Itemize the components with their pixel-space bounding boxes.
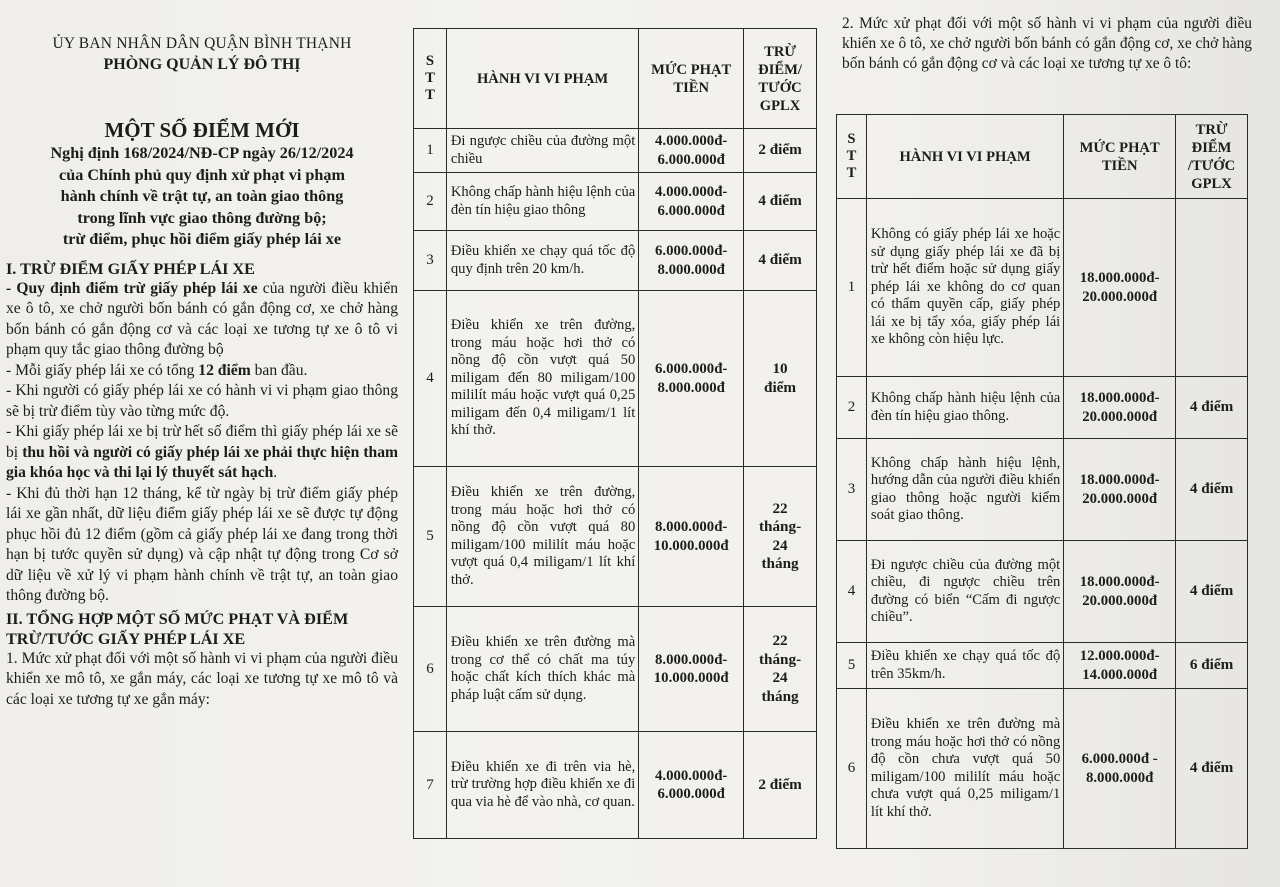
table-row xyxy=(414,291,817,467)
row-violation: Điều khiển xe trên đường mà trong máu hoặc hơi thở có nồng độ cồn chưa vượt quá 50 miligam/100 mililít máu hoặc chưa vượt quá 0,25 miligam/1 lít khí thở. xyxy=(866,689,1063,849)
row-violation: Không chấp hành hiệu lệnh của đèn tín hiệu giao thông xyxy=(446,173,638,231)
row-points: 22 tháng- 24 tháng xyxy=(744,607,817,732)
row-fine: 8.000.000đ- 10.000.000đ xyxy=(639,467,744,607)
table-row xyxy=(414,607,817,732)
table-row xyxy=(837,439,1248,541)
row-violation: Điều khiển xe trên đường mà trong cơ thể có chất ma túy hoặc chất kích thích khác mà pháp luật cấm sử dụng. xyxy=(446,607,638,732)
subtitle-line: hành chính về trật tự, an toàn giao thông xyxy=(60,187,344,205)
row-violation: Không chấp hành hiệu lệnh của đèn tín hiệu giao thông. xyxy=(866,377,1063,439)
row-fine: 4.000.000đ- 6.000.000đ xyxy=(639,173,744,231)
header-points: TRỪ ĐIỂM/ TƯỚC GPLX xyxy=(744,29,817,129)
table-row xyxy=(837,199,1248,377)
row-fine: 8.000.000đ- 10.000.000đ xyxy=(639,607,744,732)
row-fine: 18.000.000đ- 20.000.000đ xyxy=(1064,377,1176,439)
bold-text: 12 điểm xyxy=(198,361,251,379)
row-fine: 18.000.000đ- 20.000.000đ xyxy=(1064,541,1176,643)
row-violation: Điều khiển xe chạy quá tốc độ trên 35km/h. xyxy=(866,643,1063,689)
row-fine: 4.000.000đ- 6.000.000đ xyxy=(639,129,744,173)
row-points: 4 điểm xyxy=(1176,377,1248,439)
subtitle-line: Nghị định 168/2024/NĐ-CP ngày 26/12/2024 xyxy=(50,144,354,162)
table-row xyxy=(414,173,817,231)
row-fine: 18.000.000đ- 20.000.000đ xyxy=(1064,439,1176,541)
section1-paragraph: - Khi đủ thời hạn 12 tháng, kể từ ngày bị trừ điểm giấy phép lái xe gần nhất, dữ liệu điểm giấy phép lái xe sẽ được tự động phục hồi đủ 12 điểm (gồm cả giấy phép lái xe đang trong thời hạn bị tước quyền sử dụng) và cập nhật tự động trong Cơ sở dữ liệu về xử lý vi phạm hành chính về trật tự, an toàn giao thông đường bộ. xyxy=(6,484,398,604)
agency-name: ỦY BAN NHÂN DÂN QUẬN BÌNH THẠNH xyxy=(52,35,352,52)
section1-paragraph: - Khi người có giấy phép lái xe có hành vi vi phạm giao thông sẽ bị trừ điểm tùy vào từng mức độ. xyxy=(6,382,398,420)
moto-fines-table xyxy=(413,28,817,839)
table-row xyxy=(837,541,1248,643)
row-points: 4 điểm xyxy=(744,231,817,291)
bold-text: - Quy định điểm trừ giấy phép lái xe xyxy=(6,279,258,297)
table-row xyxy=(837,643,1248,689)
row-violation: Không có giấy phép lái xe hoặc sử dụng giấy phép lái xe đã bị trừ hết điểm hoặc sử dụng giấy phép lái xe không do cơ quan có thẩm quyền cấp, giấy phép lái xe bị tẩy xóa, giấy phép lái xe không còn hiệu lực. xyxy=(866,199,1063,377)
paragraph-text: - Khi giấy phép lái xe bị trừ hết số điểm thì giấy phép lái xe sẽ bị xyxy=(6,423,398,461)
row-stt: 6 xyxy=(837,689,867,849)
row-stt: 5 xyxy=(414,467,447,607)
section2-item2: 2. Mức xử phạt đối với một số hành vi vi phạm của người điều khiển xe ô tô, xe chở người bốn bánh có gắn động cơ, xe chở hàng bốn bánh có gắn động cơ và các loại xe tương tự xe ô tô: xyxy=(842,15,1252,72)
header-fine: MỨC PHẠT TIỀN xyxy=(1064,115,1176,199)
row-stt: 5 xyxy=(837,643,867,689)
table-row xyxy=(414,231,817,291)
row-points: 2 điểm xyxy=(744,732,817,839)
row-violation: Điều khiển xe chạy quá tốc độ quy định trên 20 km/h. xyxy=(446,231,638,291)
row-stt: 1 xyxy=(837,199,867,377)
table-row xyxy=(837,689,1248,849)
section2-heading: II. TỔNG HỢP MỘT SỐ MỨC PHẠT VÀ ĐIỂM TRỪ/TƯỚC GIẤY PHÉP LÁI XE xyxy=(6,609,349,648)
row-fine: 6.000.000đ - 8.000.000đ xyxy=(1064,689,1176,849)
row-violation: Không chấp hành hiệu lệnh, hướng dẫn của người điều khiển giao thông hoặc người kiểm soát giao thông. xyxy=(866,439,1063,541)
row-fine: 6.000.000đ- 8.000.000đ xyxy=(639,231,744,291)
header-fine: MỨC PHẠT TIỀN xyxy=(639,29,744,129)
section1-paragraph xyxy=(6,361,398,382)
row-points: 4 điểm xyxy=(1176,689,1248,849)
header-stt: S T T xyxy=(414,29,447,129)
table-header-row xyxy=(837,115,1248,199)
row-points: 22 tháng- 24 tháng xyxy=(744,467,817,607)
row-stt: 4 xyxy=(837,541,867,643)
row-stt: 1 xyxy=(414,129,447,173)
row-violation: Điều khiển xe trên đường, trong máu hoặc hơi thở có nồng độ cồn vượt quá 80 miligam/100 mililít máu hoặc vượt quá 0,4 miligam/1 lít khí thở. xyxy=(446,467,638,607)
row-violation: Điều khiển xe trên đường, trong máu hoặc hơi thở có nồng độ cồn vượt quá 50 miligam đến 80 miligam/100 mililít máu hoặc vượt quá 0,25 miligam đến 0,4 miligam/1 lít khí thở. xyxy=(446,291,638,467)
row-stt: 2 xyxy=(414,173,447,231)
table-row xyxy=(837,377,1248,439)
table-header-row xyxy=(414,29,817,129)
table-row xyxy=(414,467,817,607)
row-fine: 4.000.000đ- 6.000.000đ xyxy=(639,732,744,839)
row-fine: 12.000.000đ- 14.000.000đ xyxy=(1064,643,1176,689)
row-points: 6 điểm xyxy=(1176,643,1248,689)
row-violation: Điều khiển xe đi trên via hè, trừ trường hợp điều khiển xe đi qua via hè để vào nhà, cơ quan. xyxy=(446,732,638,839)
subtitle-line: của Chính phủ quy định xử phạt vi phạm xyxy=(59,165,345,184)
row-stt: 7 xyxy=(414,732,447,839)
document-title: MỘT SỐ ĐIỂM MỚI xyxy=(104,118,300,142)
left-column xyxy=(6,34,398,710)
section1-paragraph xyxy=(6,279,398,361)
table-row xyxy=(414,732,817,839)
row-points: 10 điểm xyxy=(744,291,817,467)
header-points: TRỪ ĐIỂM /TƯỚC GPLX xyxy=(1176,115,1248,199)
bold-text: thu hồi và người có giấy phép lái xe phải thực hiện tham gia khóa học và thi lại lý thuyết sát hạch xyxy=(6,443,398,481)
row-violation: Đi ngược chiều của đường một chiều, đi ngược chiều trên đường có biển “Cấm đi ngược chiều”. xyxy=(866,541,1063,643)
paragraph-text: của người điều khiển xe ô tô, xe chở người bốn bánh có gắn động cơ, xe chở hàng bốn bánh có gắn động cơ và các loại xe tương tự xe ô tô vi phạm quy tắc giao thông đường bộ xyxy=(6,279,398,358)
subtitle-line: trừ điểm, phục hồi điểm giấy phép lái xe xyxy=(62,230,342,248)
row-fine: 18.000.000đ- 20.000.000đ xyxy=(1064,199,1176,377)
header-stt: S T T xyxy=(837,115,867,199)
section1-heading: I. TRỪ ĐIỂM GIẤY PHÉP LÁI XE xyxy=(6,259,255,278)
row-points: 4 điểm xyxy=(1176,541,1248,643)
row-stt: 2 xyxy=(837,377,867,439)
table-row xyxy=(414,129,817,173)
row-stt: 3 xyxy=(837,439,867,541)
row-stt: 6 xyxy=(414,607,447,732)
subtitle-line: trong lĩnh vực giao thông đường bộ; xyxy=(77,208,327,227)
section1-paragraph xyxy=(6,422,398,484)
row-stt: 3 xyxy=(414,231,447,291)
car-fines-table xyxy=(836,114,1248,849)
document-subtitle xyxy=(6,143,398,251)
row-points: 4 điểm xyxy=(744,173,817,231)
section2-item1: 1. Mức xử phạt đối với một số hành vi vi phạm của người điều khiển xe mô tô, xe gắn máy, các loại xe tương tự xe mô tô và các loại xe tương tự xe gắn máy: xyxy=(6,649,398,708)
row-points xyxy=(1176,199,1248,377)
row-points: 2 điểm xyxy=(744,129,817,173)
paragraph-text: . xyxy=(273,464,278,481)
row-stt: 4 xyxy=(414,291,447,467)
paragraph-text: ban đầu. xyxy=(250,361,308,379)
header-violation: HÀNH VI VI PHẠM xyxy=(446,29,638,129)
row-fine: 6.000.000đ- 8.000.000đ xyxy=(639,291,744,467)
office-name: PHÒNG QUẢN LÝ ĐÔ THỊ xyxy=(103,55,301,73)
header-violation: HÀNH VI VI PHẠM xyxy=(866,115,1063,199)
paragraph-text: - Mỗi giấy phép lái xe có tổng xyxy=(6,361,199,379)
row-violation: Đi ngược chiều của đường một chiều xyxy=(446,129,638,173)
row-points: 4 điểm xyxy=(1176,439,1248,541)
